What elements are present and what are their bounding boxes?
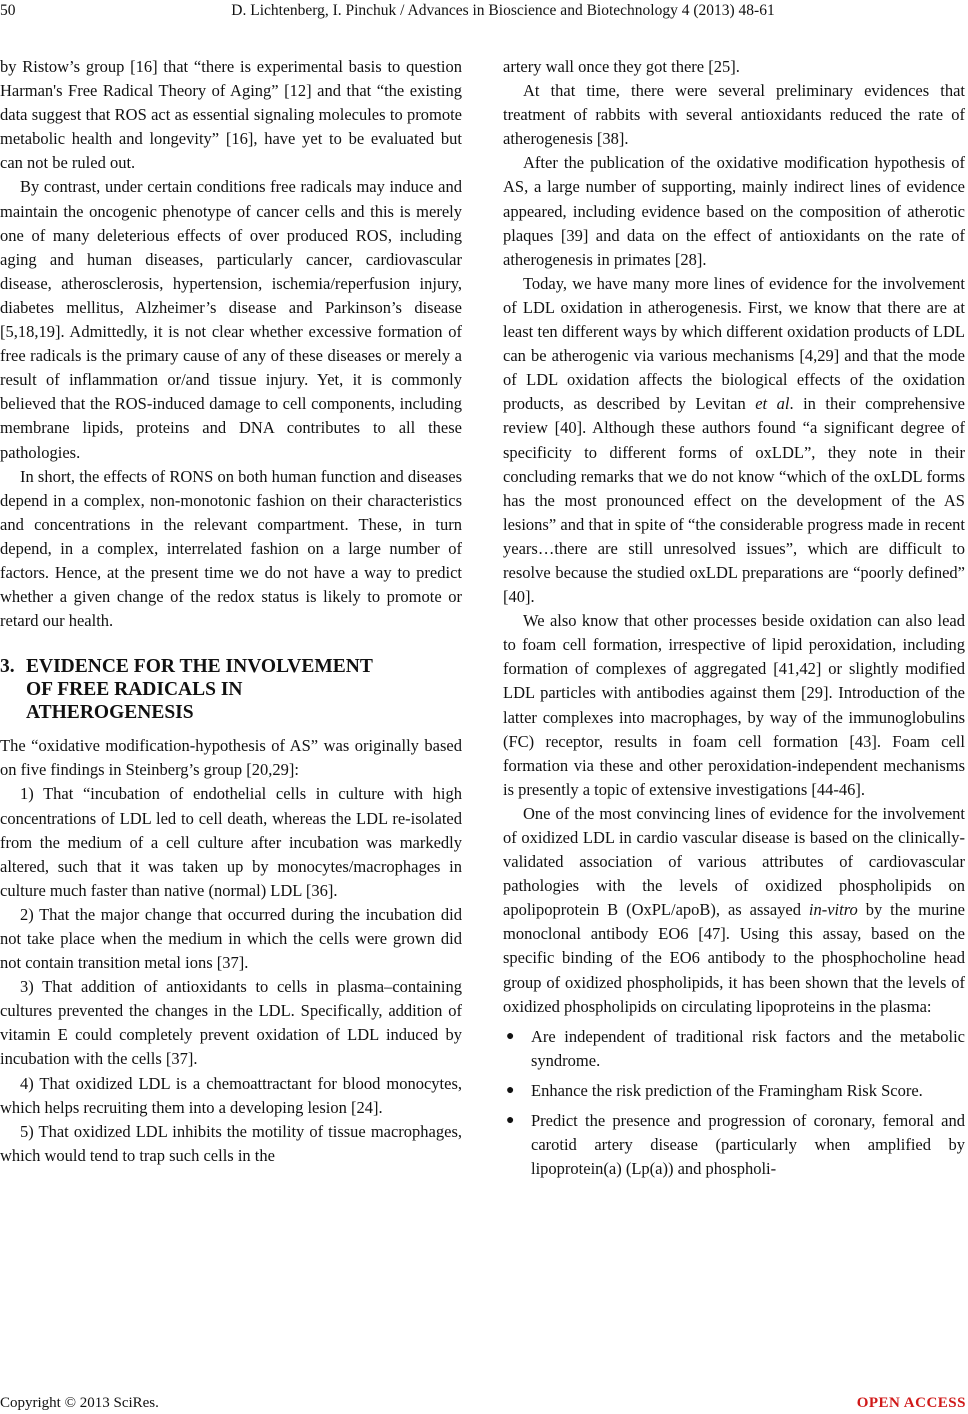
paragraph-text: One of the most convincing lines of evidence for the involvement of oxidized LDL in cardio vascular disease is based on the clinically-validated association of various attributes of cardiovascular pathologies with the levels of oxidized phospholipids on apolipoprotein B (OxPL/apoB), as assayed <box>503 803 965 920</box>
right-column <box>503 55 965 1181</box>
paragraph <box>503 802 965 1019</box>
paragraph-text: by the murine monoclonal antibody EO6 [47]. Using this assay, based on the specific binding of the EO6 antibody to the phosphocholine head group of oxidized phospholipids, it has been shown that the levels of oxidized phospholipids on circulating lipoproteins in the plasma: <box>503 900 965 1016</box>
list-item-text: Enhance the risk prediction of the Framingham Risk Score. <box>531 1080 923 1100</box>
copyright-notice: Copyright © 2013 SciRes. <box>0 1395 159 1411</box>
paragraph: by Ristow’s group [16] that “there is experimental basis to question Harman's Free Radical Theory of Aging” [12] and that “the existing data suggest that ROS act as essential signaling molecules to promote metabolic health and longevity” [16], have yet to be evaluated but can not be ruled out. <box>0 57 462 173</box>
bullet-icon: ● <box>506 1028 515 1044</box>
page-header <box>0 0 968 26</box>
bullet-icon: ● <box>506 1082 515 1098</box>
list-item-text: Predict the presence and progression of coronary, femoral and carotid artery disease (particularly when amplified by lipoprotein(a) (Lp(a)) and phospholi- <box>531 1111 965 1179</box>
left-column <box>0 55 462 1168</box>
open-access-label: OPEN ACCESS <box>856 1395 966 1411</box>
paragraph-text: . in their comprehensive review [40]. Although these authors found “a significant degree of specificity to different forms of oxLDL”, they note in their concluding remarks that we do not know “which of the oxLDL forms has the most pronounced effect on the development of the AS lesions” and that in spite of “the considerable progress made in recent years…there are still unresolved issues”, which are difficult to resolve because the studied oxLDL preparations are “poorly defined” [40]. <box>503 394 965 607</box>
page-footer <box>0 1395 968 1414</box>
section-number: 3. <box>0 656 15 678</box>
list-item <box>503 1025 965 1073</box>
paragraph: After the publication of the oxidative modification hypothesis of AS, a large number of supporting, mainly indirect lines of evidence appeared, including evidence based on the composition of atherotic plaques [39] and data on the effect of antioxidants on the rate of atherogenesis in primates [28]. <box>503 153 965 269</box>
paragraph: By contrast, under certain conditions free radicals may induce and maintain the oncogenic phenotype of cancer cells and this is merely one of many deleterious effects of over produced ROS, including aging and human diseases, particularly cancer, cardiovascular disease, atherosclerosis, hypertension, ischemia/reperfusion injury, diabetes mellitus, Alzheimer’s disease and Parkinson’s disease [5,18,19]. Admittedly, it is not clear whether excessive formation of free radicals is the primary cause of any of these diseases or merely a result of inflammation or/and tissue injury. Yet, it is commonly believed that the ROS-induced damage to cell components, including membrane lipids, proteins and DNA contributes to all these pathologies. <box>0 177 462 462</box>
paragraph: At that time, there were several preliminary evidences that treatment of rabbits with several antioxidants reduced the rate of atherogenesis [38]. <box>503 81 965 149</box>
paragraph: In short, the effects of RONS on both human function and diseases depend in a complex, non-monotonic fashion on their characteristics and concentrations in the relevant compartment. These, in turn depend, in a complex, interrelated fashion on a large number of factors. Hence, at the present time we do not have a way to predict whether a given change of the redox status is likely to promote or retard our health. <box>0 466 462 631</box>
section-title-line: EVIDENCE FOR THE INVOLVEMENT <box>26 656 373 678</box>
italic-text: in-vitro <box>808 900 858 920</box>
list-item <box>503 1079 965 1103</box>
paragraph: 1) That “incubation of endothelial cells in culture with high concentrations of LDL led to cell death, whereas the LDL re-isolated from the medium of a cell culture after incubation was markedly altered, such that it was taken up by monocytes/macrophages in culture much faster than native (normal) LDL [36]. <box>0 784 462 900</box>
italic-text: et al <box>755 394 790 414</box>
paragraph: 2) That the major change that occurred during the incubation did not take place when the medium in which the cells were grown did not contain transition metal ions [37]. <box>0 904 462 973</box>
paragraph: 5) That oxidized LDL inhibits the motility of tissue macrophages, which would tend to trap such cells in the <box>0 1121 462 1165</box>
paragraph: We also know that other processes beside oxidation can also lead to foam cell formation, irrespective of lipid peroxidation, including formation of complexes of aggregated [41,42] or slightly modified LDL particles with antibodies against them [29]. Introduction of the latter complexes into macrophages, by way of the immunoglobulins (FC) receptor, results in foam cell formation [43]. Foam cell formation via these and other peroxidation-independent mechanisms is presently a topic of extensive investigations [44-46]. <box>503 611 965 799</box>
section-title-line: ATHEROGENESIS <box>26 702 194 724</box>
paragraph-text: Today, we have many more lines of evidence for the involvement of LDL oxidation in atherogenesis. First, we know that there are at least ten different ways by which different oxidation products of LDL can be atherogenic via various mechanisms [4,29] and that the mode of LDL oxidation affects the biological effects of the oxidation products, as described by Levitan <box>503 273 965 414</box>
list-item-text: Are independent of traditional risk factors and the metabolic syndrome. <box>531 1026 965 1070</box>
paragraph: 3) That addition of antioxidants to cells in plasma–containing cultures prevented the changes in the LDL. Specifically, addition of vitamin E could completely prevent oxidation of LDL induced by incubation with the cells [37]. <box>0 977 462 1069</box>
paragraph <box>503 272 965 609</box>
list-item <box>503 1109 965 1181</box>
paragraph: artery wall once they got there [25]. <box>503 57 740 76</box>
paragraph: The “oxidative modification-hypothesis of AS” was originally based on five findings in Steinberg’s group [20,29]: <box>0 736 462 780</box>
running-head: D. Lichtenberg, I. Pinchuk / Advances in Bioscience and Biotechnology 4 (2013) 48-61 <box>231 2 775 19</box>
page-number: 50 <box>0 2 16 19</box>
section-heading <box>0 655 462 724</box>
bullet-list <box>503 1025 965 1182</box>
section-title-line: OF FREE RADICALS IN <box>26 679 243 701</box>
paragraph: 4) That oxidized LDL is a chemoattractant for blood monocytes, which helps recruiting them into a developing lesion [24]. <box>0 1073 462 1117</box>
bullet-icon: ● <box>506 1113 515 1129</box>
